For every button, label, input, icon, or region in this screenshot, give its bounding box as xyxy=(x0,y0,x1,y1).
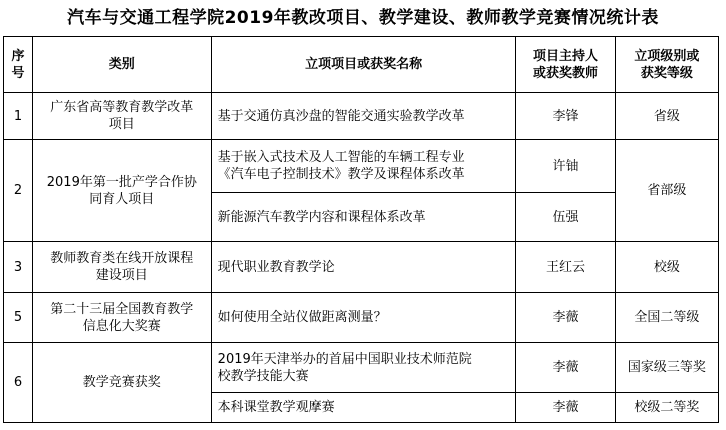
cell-category: 广东省高等教育教学改革 项目 xyxy=(32,93,211,140)
cell-project-name: 新能源汽车教学内容和课程体系改革 xyxy=(211,193,516,242)
cell-host: 李薇 xyxy=(516,343,615,393)
cell-host: 李薇 xyxy=(516,293,615,343)
table-row xyxy=(4,293,719,343)
cell-level: 省部级 xyxy=(615,140,718,242)
cell-level: 省级 xyxy=(615,93,718,140)
cell-project-name: 如何使用全站仪做距离测量？ xyxy=(211,293,516,343)
header-category: 类别 xyxy=(32,37,211,93)
cell-category: 第二十三届全国教育教学 信息化大奖赛 xyxy=(32,293,211,343)
cell-host: 许铀 xyxy=(516,140,615,193)
cell-category: 教学竞赛获奖 xyxy=(32,343,211,423)
cell-host: 李锋 xyxy=(516,93,615,140)
cell-project-name: 2019年天津举办的首届中国职业技术师范院 校教学技能大赛 xyxy=(211,343,516,393)
table-row xyxy=(4,140,719,193)
page-title: 汽车与交通工程学院2019年教改项目、教学建设、教师教学竞赛情况统计表 xyxy=(67,8,659,28)
cell-level: 国家级三等奖 xyxy=(615,343,718,393)
cell-project-name: 现代职业教育教学论 xyxy=(211,242,516,293)
cell-project-name: 基于交通仿真沙盘的智能交通实验教学改革 xyxy=(211,93,516,140)
table-header-row xyxy=(4,37,719,93)
cell-project-name: 本科课堂教学观摩赛 xyxy=(211,393,516,423)
cell-host: 李薇 xyxy=(516,393,615,423)
header-host: 项目主持人 或获奖教师 xyxy=(516,37,615,93)
cell-no: 3 xyxy=(4,242,33,293)
cell-no: 5 xyxy=(4,293,33,343)
statistics-table xyxy=(3,36,719,423)
cell-project-name: 基于嵌入式技术及人工智能的车辆工程专业 《汽车电子控制技术》教学及课程体系改革 xyxy=(211,140,516,193)
cell-level: 全国二等级 xyxy=(615,293,718,343)
table-row xyxy=(4,93,719,140)
cell-no: 1 xyxy=(4,93,33,140)
cell-host: 王红云 xyxy=(516,242,615,293)
cell-host: 伍强 xyxy=(516,193,615,242)
header-level: 立项级别或 获奖等级 xyxy=(615,37,718,93)
cell-level: 校级 xyxy=(615,242,718,293)
header-no: 序 号 xyxy=(4,37,33,93)
table-row xyxy=(4,242,719,293)
cell-category: 教师教育类在线开放课程 建设项目 xyxy=(32,242,211,293)
cell-level: 校级二等奖 xyxy=(615,393,718,423)
cell-no: 2 xyxy=(4,140,33,242)
header-name: 立项项目或获奖名称 xyxy=(211,37,516,93)
table-row xyxy=(4,343,719,393)
cell-category: 2019年第一批产学合作协 同育人项目 xyxy=(32,140,211,242)
cell-no: 6 xyxy=(4,343,33,423)
